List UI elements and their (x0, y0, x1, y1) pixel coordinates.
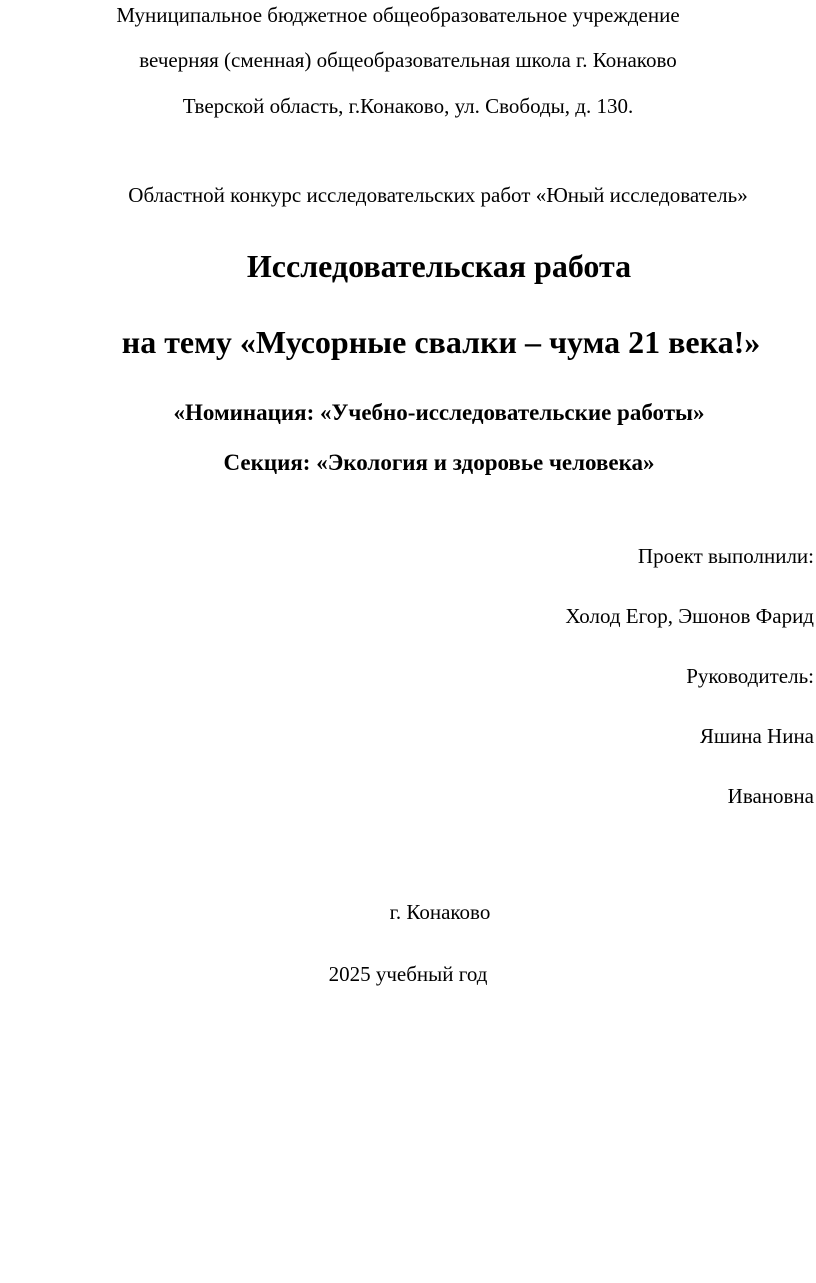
institution-name-line1: Муниципальное бюджетное общеобразовательное учреждение (116, 3, 680, 27)
contest-name: Областной конкурс исследовательских работ «Юный исследователь» (128, 183, 748, 207)
work-title-line2: на тему «Мусорные свалки – чума 21 века!» (121, 324, 761, 360)
academic-year: 2025 учебный год (328, 962, 488, 986)
authors-names: Холод Егор, Эшонов Фарид (565, 604, 814, 628)
supervisor-name-line2: Ивановна (727, 784, 814, 808)
supervisor-label: Руководитель: (686, 664, 814, 688)
section: Секция: «Экология и здоровье человека» (223, 450, 655, 475)
authors-label: Проект выполнили: (637, 544, 814, 568)
institution-name-line2: вечерняя (сменная) общеобразовательная школа г. Конаково (139, 48, 677, 72)
work-title-line1: Исследовательская работа (246, 248, 632, 284)
institution-address: Тверской область, г.Конаково, ул. Свободы, д. 130. (182, 94, 634, 118)
nomination: «Номинация: «Учебно-исследовательские работы» (173, 400, 705, 425)
city: г. Конаково (389, 900, 491, 924)
supervisor-name-line1: Яшина Нина (699, 724, 814, 748)
